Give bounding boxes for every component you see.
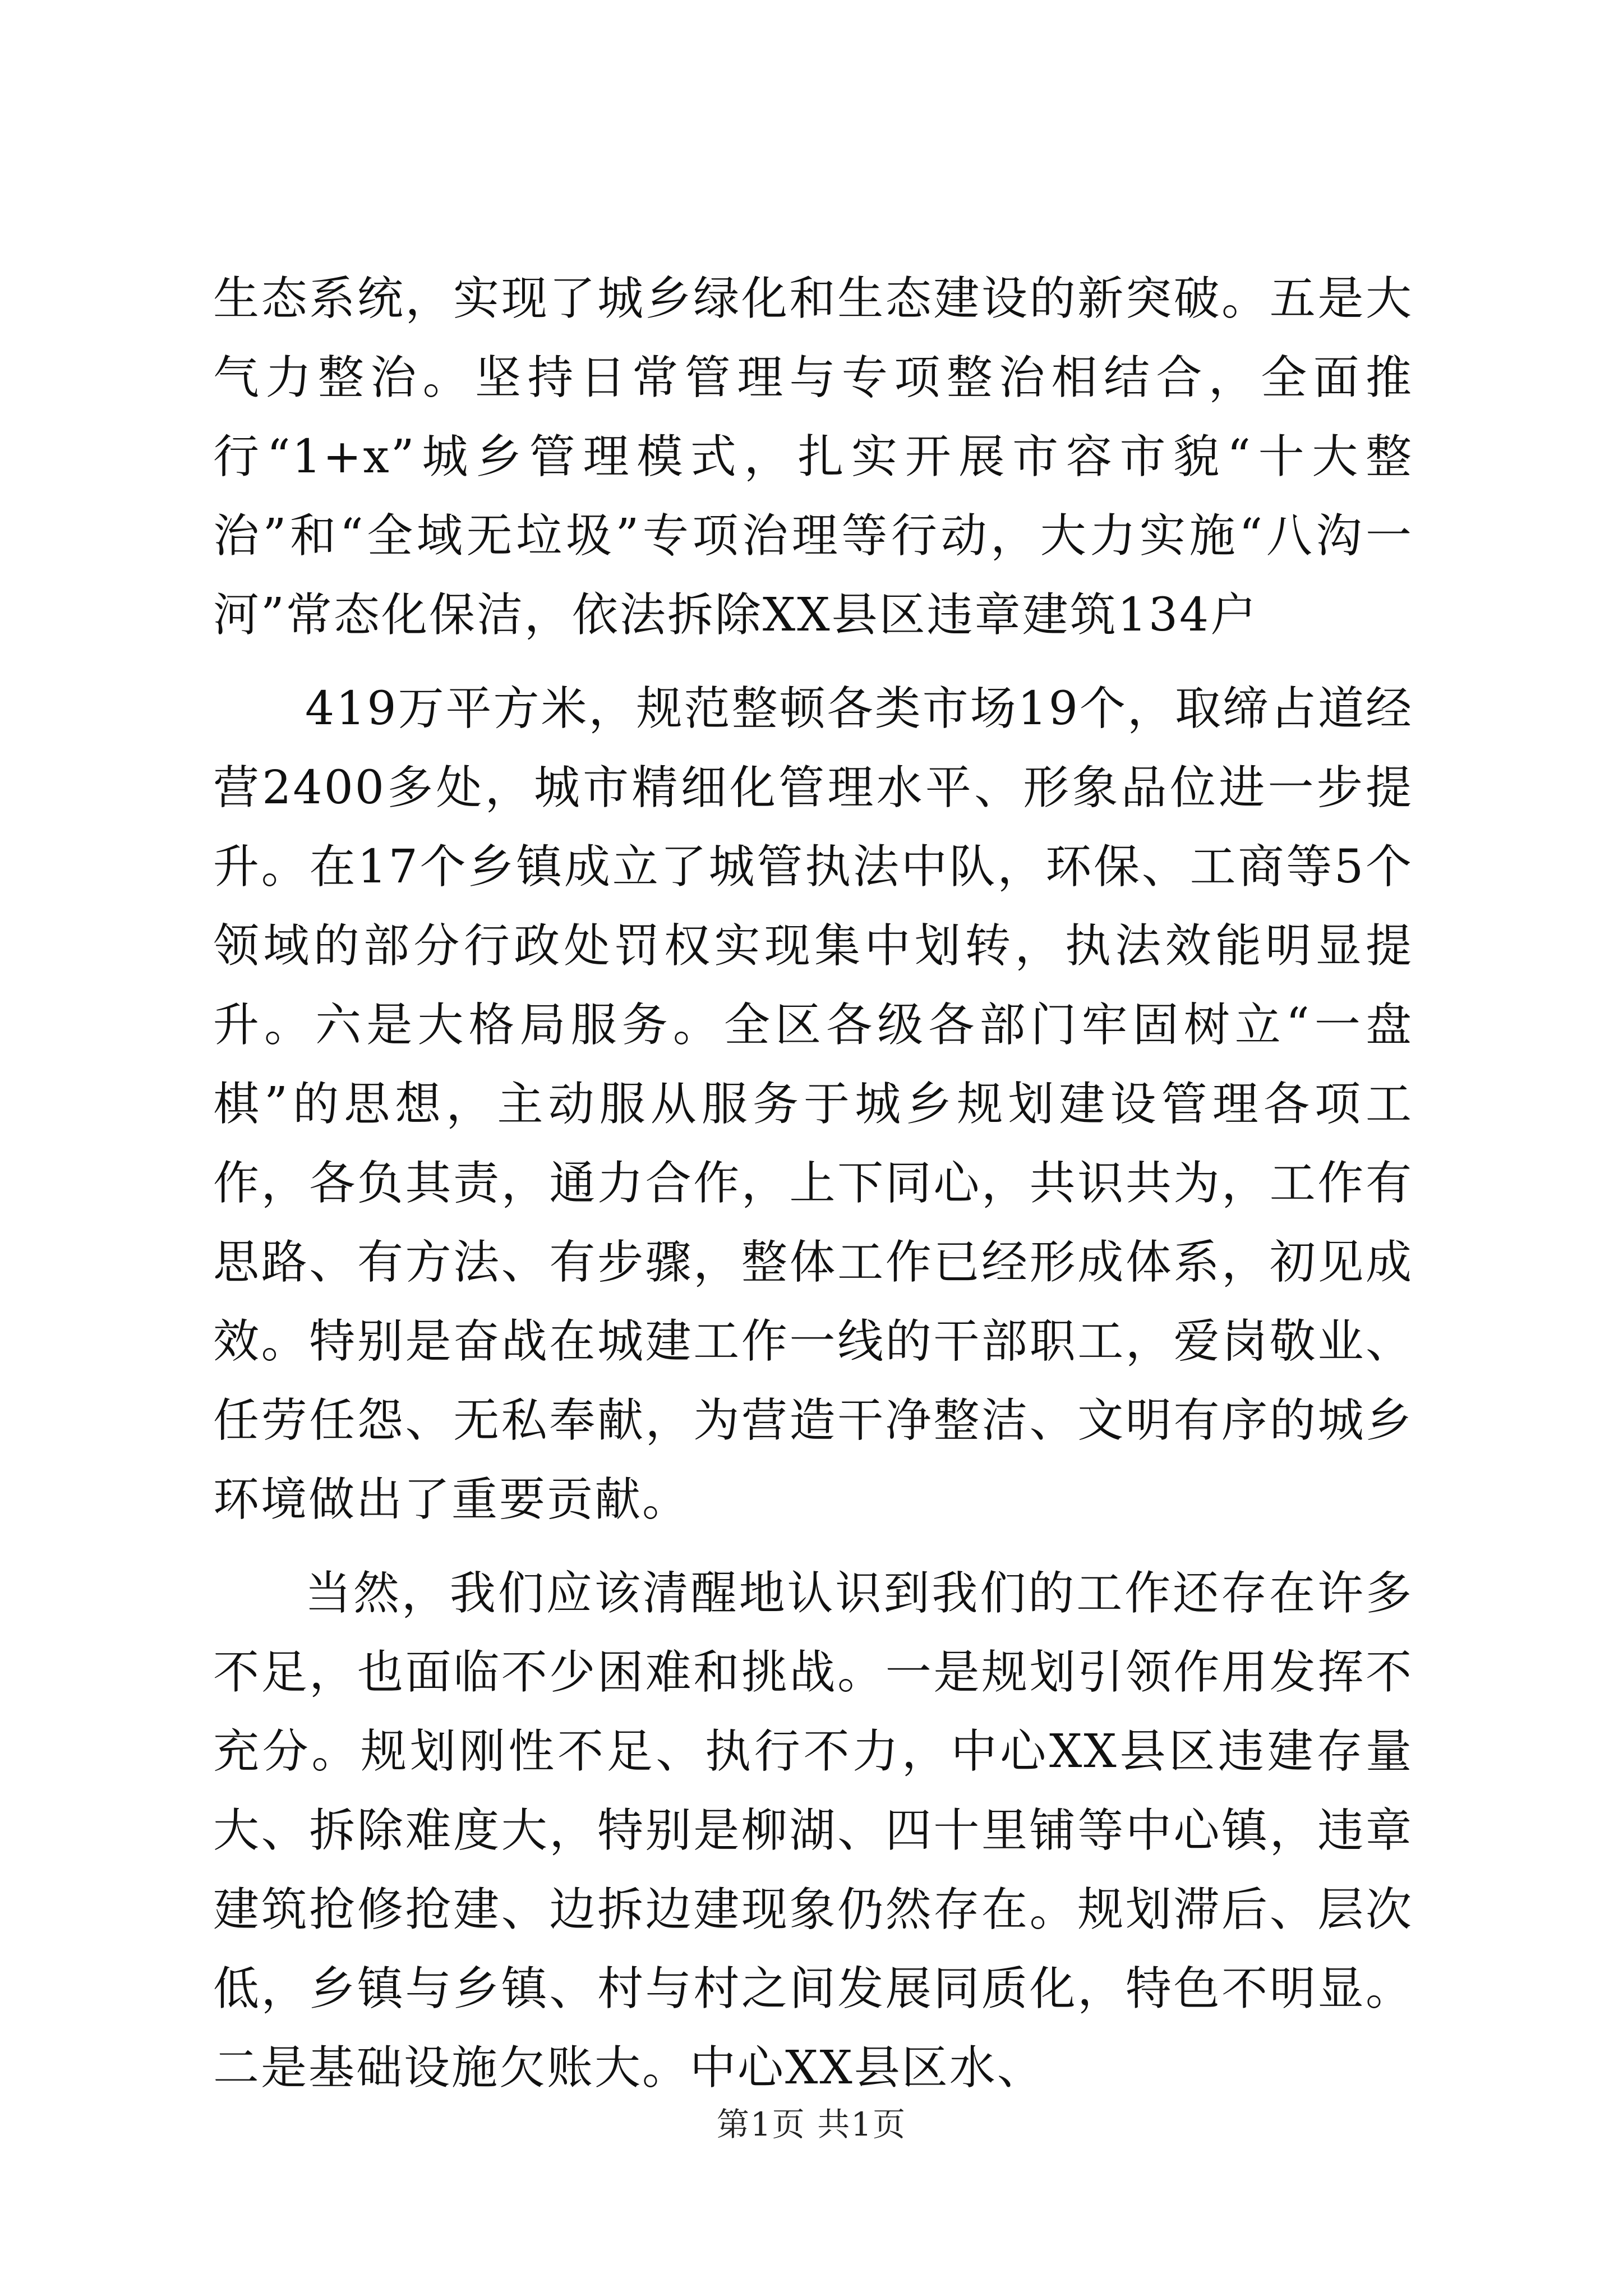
paragraph-2: 419万平方米，规范整顿各类市场19个，取缔占道经营2400多处，城市精细化管理水平、形象品位进一步提升。在17个乡镇成立了城管执法中队，环保、工商等5个领域的部分行政处罚权实现集中划转，执法效能明显提升。六是大格局服务。全区各级各部门牢固树立“一盘棋”的思想，主动服从服务于城乡规划建设管理各项工作，各负其责，通力合作，上下同心，共识共为，工作有思路、有方法、有步骤，整体工作已经形成体系，初见成效。特别是奋战在城建工作一线的干部职工，爱岗敬业、任劳任怨、无私奉献，为营造干净整洁、文明有序的城乡环境做出了重要贡献。 bbox=[213, 682, 1413, 1526]
document-body bbox=[213, 259, 1413, 2108]
page-footer: 第1页 共1页 bbox=[716, 2105, 907, 2143]
paragraph-1: 生态系统，实现了城乡绿化和生态建设的新突破。五是大气力整治。坚持日常管理与专项整治相结合，全面推行“1+x”城乡管理模式，扎实开展市容市貌“十大整治”和“全域无垃圾”专项治理等行动，大力实施“八沟一河”常态化保洁，依法拆除XX县区违章建筑134户 bbox=[213, 272, 1413, 642]
paragraph-3: 当然，我们应该清醒地认识到我们的工作还存在许多不足，也面临不少困难和挑战。一是规划引领作用发挥不充分。规划刚性不足、执行不力，中心XX县区违建存量大、拆除难度大，特别是柳湖、四十里铺等中心镇，违章建筑抢修抢建、边拆边建现象仍然存在。规划滞后、层次低，乡镇与乡镇、村与村之间发展同质化，特色不明显。二是基础设施欠账大。中心XX县区水、 bbox=[213, 1567, 1413, 2095]
